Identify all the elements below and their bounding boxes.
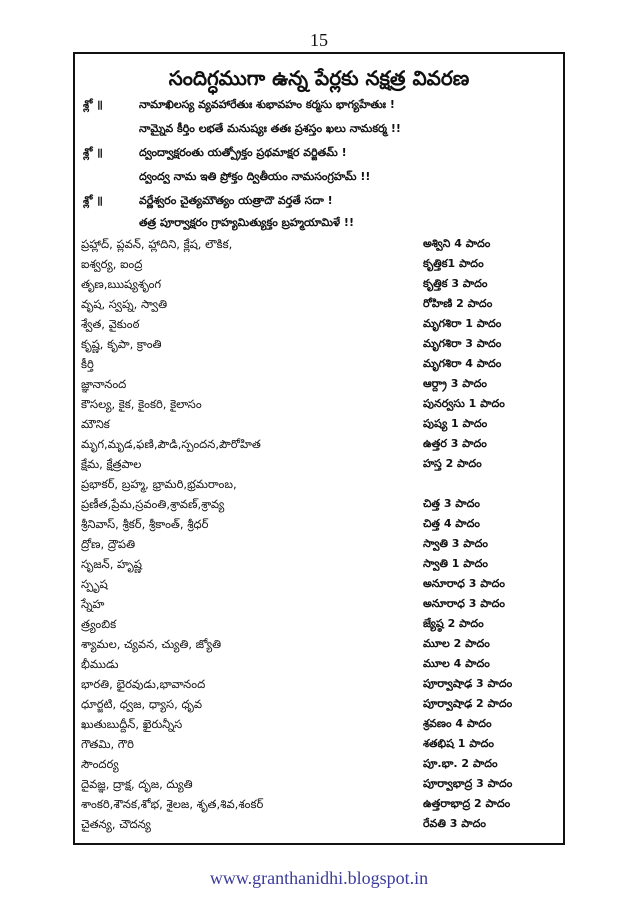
person-names: సృజన్, హృష్ణ [81,557,142,571]
nakshatra-pada: జ్యేష్ఠ 2 పాదం [423,617,484,630]
person-names: జ్ఞానానంద [81,377,127,391]
verse-line: నామ్నైవ కీర్తిం లభతే మనుష్యః తతః ప్రశస్తం ఖలు నామకర్మ !! [139,122,401,135]
list-item [75,735,563,755]
list-item [75,755,563,775]
nakshatra-pada: పూర్వాషాఢ 3 పాదం [423,677,513,690]
list-item [75,375,563,395]
person-names: ద్రోణ, ద్రౌపతి [81,537,136,551]
person-names: శ్యామల, చ్యవన, చ్యుతి, జ్యోతి [81,637,222,651]
nakshatra-pada: మృగశిరా 3 పాదం [423,337,502,350]
nakshatra-pada: పూ.భా. 2 పాదం [423,757,498,770]
footer-url[interactable]: www.granthanidhi.blogspot.in [209,868,429,888]
person-names: కౌసల్య, కైక, కైంకరి, కైలాసం [81,397,202,411]
nakshatra-pada: శ్రవణం 4 పాదం [423,717,492,730]
person-names: స్నేహ [81,597,105,611]
person-names: భారతి, భైరవుడు,భావానంద [81,677,206,691]
nakshatra-pada: రోహిణి 2 పాదం [423,297,493,310]
verse-line: వర్ణేశ్వరం చైత్యమౌత్యం యత్రాదౌ వర్తతే సదా ! [139,194,333,207]
nakshatra-pada: చిత్త 4 పాదం [423,517,480,530]
verse-line: ద్వంద్వాక్షరంతు యత్ప్రోక్తం ప్రథమాక్షర వర్జితమ్ ! [139,146,347,159]
person-names: ప్రహ్లాద్, ప్లవన్, హ్లాదిని, క్లేష, లౌకిక, [81,237,233,251]
nakshatra-pada: రేవతి 3 పాదం [423,817,486,830]
list-item [75,315,563,335]
person-names: వృష, స్వప్న, స్వాతి [81,297,168,311]
person-names: స్పృష [81,577,108,591]
nakshatra-pada: పుష్య 1 పాదం [423,417,488,430]
nakshatra-pada: అనూరాధ 3 పాదం [423,577,505,590]
list-item [75,695,563,715]
nakshatra-pada: మృగశిరా 1 పాదం [423,317,502,330]
nakshatra-pada: పునర్వసు 1 పాదం [423,397,505,410]
person-names: గౌతమి, గౌరి [81,737,134,751]
list-item [75,655,563,675]
list-item [75,775,563,795]
person-names: ధూర్జటి, ధ్వజ, ధ్యాస, ధృవ [81,697,203,711]
list-item [75,355,563,375]
person-names: త్ర్యంబిక [81,617,117,631]
list-item [75,715,563,735]
verse-mark: శ్లో ॥ [83,194,103,207]
list-item [75,475,563,495]
list-item [75,495,563,515]
nakshatra-pada: కృత్తిక 3 పాదం [423,277,488,290]
nakshatra-pada: పూర్వాషాఢ 2 పాదం [423,697,513,710]
nakshatra-pada: మూల 4 పాదం [423,657,490,670]
verse-line: నామాఖిలస్య వ్యవహారేతుః శుభావహం కర్మసు భాగ్యహేతుః ! [139,98,395,111]
content-frame [73,52,565,845]
list-item [75,795,563,815]
nakshatra-pada: అనూరాధ 3 పాదం [423,597,505,610]
list-item [75,615,563,635]
person-names: శ్రీనివాస్, శ్రీకర్, శ్రీకాంత్, శ్రీధర్ [81,517,209,531]
list-item [75,395,563,415]
list-item [75,435,563,455]
page-number: 15 [310,30,328,50]
nakshatra-pada: హస్త 2 పాదం [423,457,482,470]
list-item [75,575,563,595]
person-names: శ్వేత, వైకుంఠ [81,317,140,331]
nakshatra-pada: చిత్త 3 పాదం [423,497,480,510]
person-names: ప్రణీత,ప్రేమ,స్రవంతి,శ్రావణ్,శ్రావ్య [81,497,225,511]
nakshatra-pada: అశ్విని 4 పాదం [423,237,491,250]
list-item [75,675,563,695]
nakshatra-pada: స్వాతి 1 పాదం [423,557,488,570]
list-item [75,455,563,475]
person-names: మౌనిక [81,417,110,431]
nakshatra-pada: ఉత్తరాభాద్ర 2 పాదం [423,797,511,810]
person-names: భీముడు [81,657,119,671]
verse-line: ద్వంద్వ నామ ఇతి ప్రోక్తం ద్వితీయం నామసంగ్రహమ్ !! [139,170,371,183]
verse-mark: శ్లో ॥ [83,146,103,159]
list-item [75,335,563,355]
person-names: ఖుతుబుద్దీన్, ఖైరున్నీస [81,717,183,731]
person-names: శాంకరి,శౌనక,శోభ, శైలజ, శృత,శివ,శంకర్ [81,797,264,811]
person-names: మృగ,మృడ,ఫణి,పౌడి,స్పందన,పౌరోహిత [81,437,261,451]
person-names: దైవజ్ఞ, ద్రాక్ష, దృజ, ద్యుతి [81,777,193,791]
nakshatra-pada: ఆర్ద్రా 3 పాదం [423,377,487,390]
verse-mark: శ్లో ॥ [83,98,103,111]
list-item [75,295,563,315]
list-item [75,635,563,655]
list-item [75,595,563,615]
person-names: చైతన్య, చౌదన్య [81,817,151,831]
list-item [75,415,563,435]
person-names: ప్రభాకర్, బ్రహ్మ, భ్రామరి,భ్రమరాంబ, [81,477,237,491]
list-item [75,255,563,275]
nakshatra-pada: మృగశిరా 4 పాదం [423,357,502,370]
list-item [75,235,563,255]
nakshatra-pada: కృత్తిక1 పాదం [423,257,484,270]
list-item [75,555,563,575]
verse-line: తత్ర పూర్వాక్షరం గ్రాహ్యమిత్యుక్తం బ్రహ్మయామిళే !! [139,216,354,229]
person-names: ఐశ్వర్య, ఐంద్ర [81,257,143,271]
nakshatra-pada: శతభిష 1 పాదం [423,737,494,750]
nakshatra-pada: పూర్వాభాద్ర 3 పాదం [423,777,513,790]
person-names: కీర్తి [81,357,94,371]
nakshatra-pada: స్వాతి 3 పాదం [423,537,488,550]
nakshatra-pada: మూల 2 పాదం [423,637,490,650]
name-star-list [75,235,563,835]
person-names: సౌందర్య [81,757,119,771]
list-item [75,815,563,835]
nakshatra-pada: ఉత్తర 3 పాదం [423,437,487,450]
list-item [75,275,563,295]
person-names: తృణ,ఋష్యశృంగ [81,277,162,291]
list-item [75,535,563,555]
person-names: కృష్ణ, కృపా, క్రాంతి [81,337,162,351]
person-names: క్షేమ, క్షేత్రపాల [81,457,142,471]
list-item [75,515,563,535]
page-title: సందిగ్ధముగా ఉన్న పేర్లకు నక్షత్ర వివరణ [168,66,470,90]
